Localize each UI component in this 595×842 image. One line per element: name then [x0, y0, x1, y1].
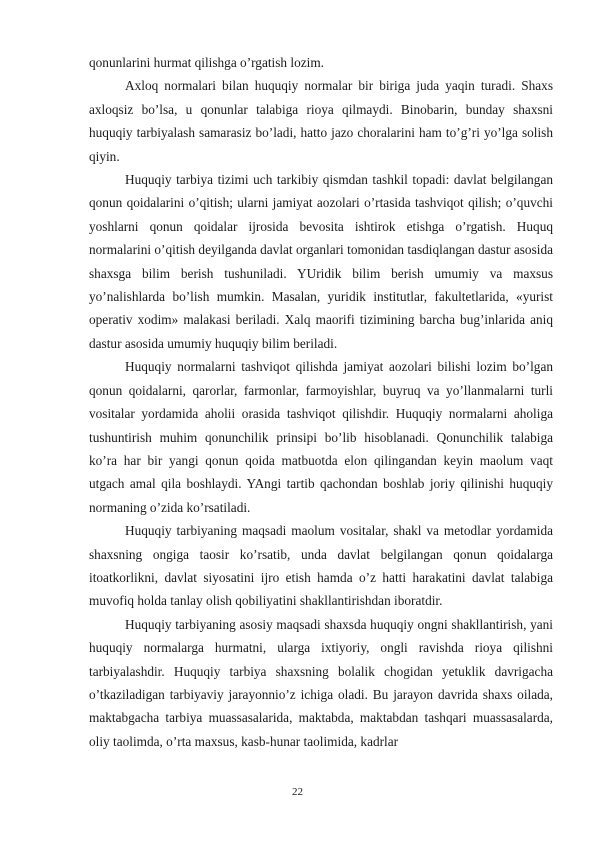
body-text — [89, 51, 553, 753]
paragraph-continuation: qonunlarini hurmat qilishga o’rgatish lozim. — [89, 55, 325, 70]
paragraph: Axloq normalari bilan huquqiy normalar bir biriga juda yaqin turadi. Shaxs axloqsiz bo’lsa, u qonunlar talabiga rioya qilmaydi. Binobarin, bunday shaxsni huquqiy tarbiyalash samarasiz bo’ladi, hatto jazo choralarini ham to’g’ri yo’lga solish qiyin. — [89, 78, 553, 164]
paragraph: Huquqiy tarbiyaning asosiy maqsadi shaxsda huquqiy ongni shakllantirish, yani huquqiy normalarga hurmatni, ularga ixtiyoriy, ongli ravishda rioya qilishni tarbiyalashdir. Huquqiy tarbiya shaxsning bolalik chogidan yetuklik davrigacha o’tkaziladigan tarbiyaviy jarayonnio’z ichiga oladi. Bu jarayon davrida shaxs oilada, maktabgacha tarbiya muassasalarida, maktabda, maktabdan tashqari muassasalarda, oliy taolimda, o’rta maxsus, kasb-hunar taolimida, kadrlar — [89, 616, 553, 749]
page-number: 22 — [292, 786, 303, 798]
paragraph: Huquqiy normalarni tashviqot qilishda jamiyat aozolari bilishi lozim bo’lgan qonun qoidalarni, qarorlar, farmonlar, farmoyishlar, buyruq va yo’llanmalarni turli vositalar yordamida aholii orasida tashviqot qilishdir. Huquqiy normalarni aholiga tushuntirish muhim qonunchilik prinsipi bo’lib hisoblanadi. Qonunchilik talabiga ko’ra har bir yangi qonun qoida matbuotda elon qilingandan keyin maolum vaqt utgach amal qila boshlaydi. YAngi tartib qachondan boshlab joriy qilinishi huquqiy normaning o’zida ko’rsatiladi. — [89, 359, 553, 515]
paragraph: Huquqiy tarbiya tizimi uch tarkibiy qismdan tashkil topadi: davlat belgilangan qonun qoidalarini o’qitish; ularni jamiyat aozolari o’rtasida tashviqot qilish; o’quvchi yoshlarni qonun qoidalar ijrosida bevosita ishtirok etishga o’rgatish. Huquq normalarini o’qitish deyilganda davlat organlari tomonidan tasdiqlangan dastur asosida shaxsga bilim berish tushuniladi. YUridik bilim berish umumiy va maxsus yo’nalishlarda bo’lish mumkin. Masalan, yuridik institutlar, fakultetlarida, «yurist operativ xodim» malakasi beriladi. Xalq maorifi tizimining barcha bug’inlarida aniq dastur asosida umumiy huquqiy bilim beriladi. — [89, 172, 553, 351]
paragraph: Huquqiy tarbiyaning maqsadi maolum vositalar, shakl va metodlar yordamida shaxsning ongiga taosir ko’rsatib, unda davlat belgilangan qonun qoidalarga itoatkorlikni, davlat siyosatini ijro etish hamda o’z hatti harakatini davlat talabiga muvofiq holda tanlay olish qobiliyatini shakllantirishdan iboratdir. — [89, 523, 553, 609]
